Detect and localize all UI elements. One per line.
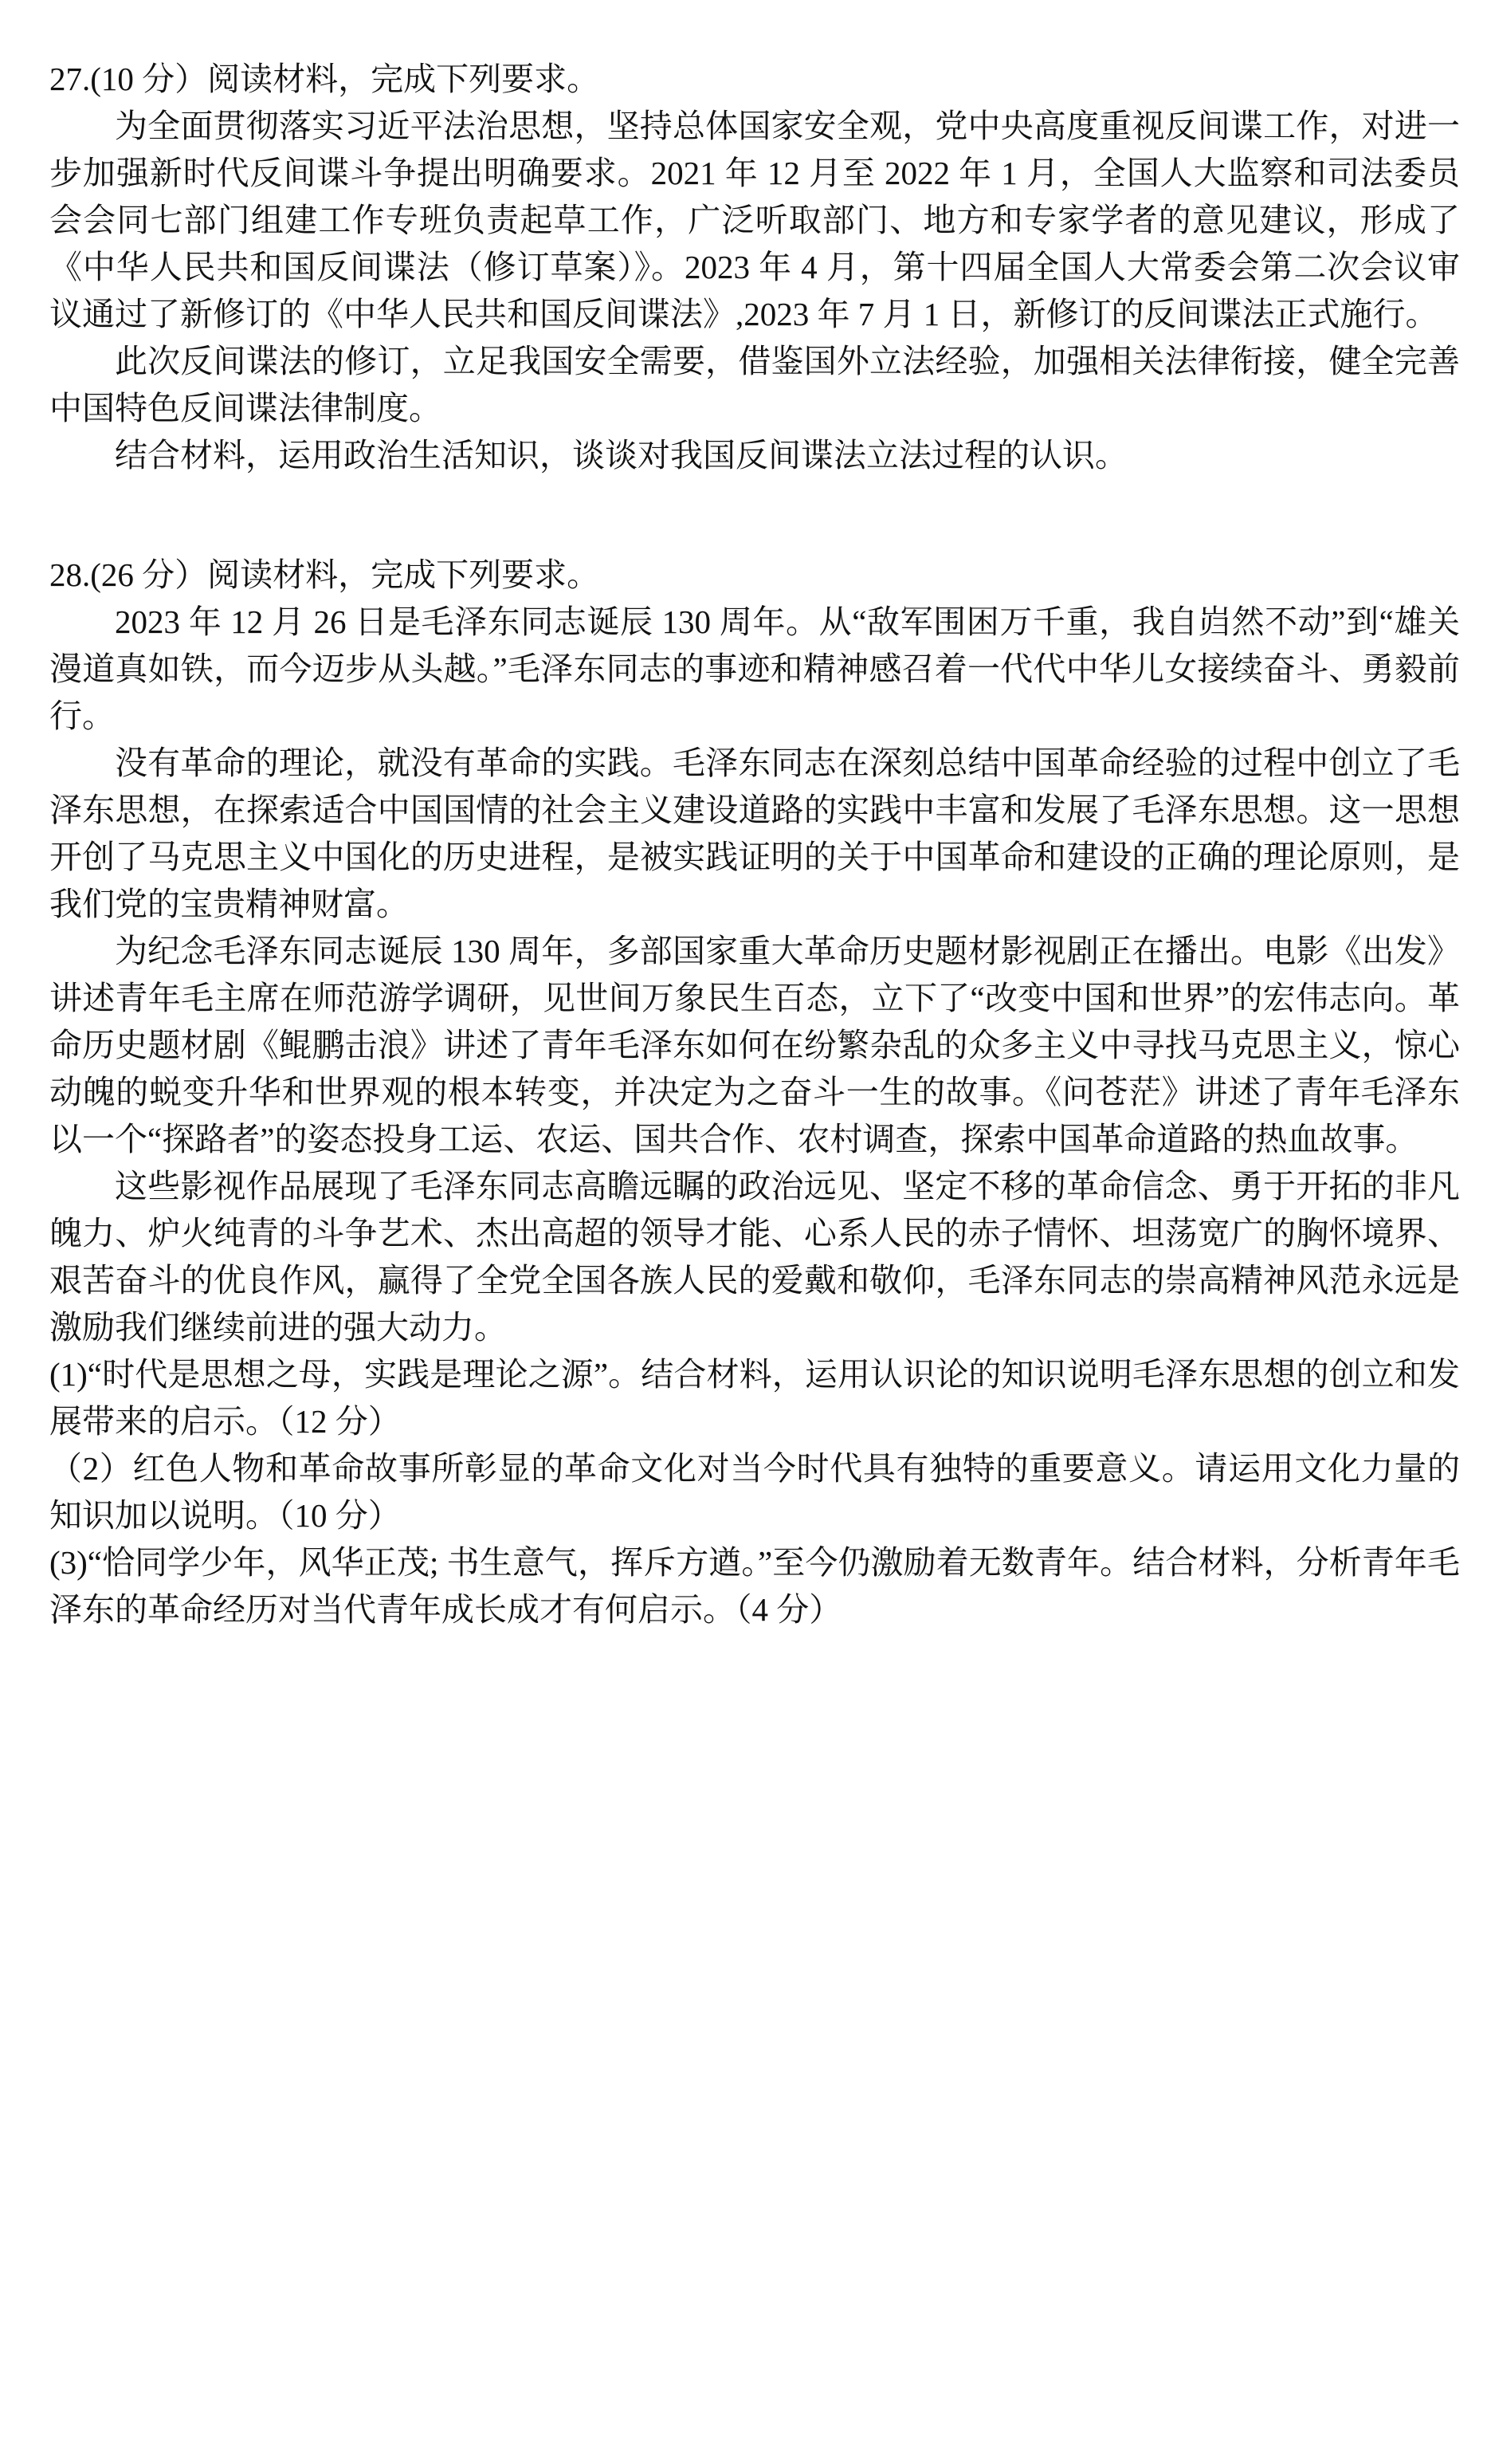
question-27-prompt: 结合材料，运用政治生活知识，谈谈对我国反间谍法立法过程的认识。 (115, 437, 1128, 474)
question-28-material-paragraph-4: 这些影视作品展现了毛泽东同志高瞻远瞩的政治远见、坚定不移的革命信念、勇于开拓的非凡魄力、炉火纯青的斗争艺术、杰出高超的领导才能、心系人民的赤子情怀、坦荡宽广的胸怀境界、艰苦奋斗的优良作风，赢得了全党全国各族人民的爱戴和敬仰，毛泽东同志的崇高精神风范永远是激励我们继续前进的强大动力。 (49, 1168, 1460, 1346)
question-28-material-paragraph-1: 2023 年 12 月 26 日是毛泽东同志诞辰 130 周年。从“敌军围困万千重，我自岿然不动”到“雄关漫道真如铁，而今迈步从头越。”毛泽东同志的事迹和精神感召着一代代中华儿女接续奋斗、勇毅前行。 (49, 603, 1460, 734)
question-28-subquestion-1: (1)“时代是思想之母，实践是理论之源”。结合材料，运用认识论的知识说明毛泽东思想的创立和发展带来的启示。（12 分） (49, 1356, 1460, 1440)
question-28-subquestion-2: （2）红色人物和革命故事所彰显的革命文化对当今时代具有独特的重要意义。请运用文化力量的知识加以说明。（10 分） (49, 1450, 1460, 1534)
question-28-material-paragraph-3: 为纪念毛泽东同志诞辰 130 周年，多部国家重大革命历史题材影视剧正在播出。电影《出发》讲述青年毛主席在师范游学调研，见世间万象民生百态，立下了“改变中国和世界”的宏伟志向。革命历史题材剧《鲲鹏击浪》讲述了青年毛泽东如何在纷繁杂乱的众多主义中寻找马克思主义，惊心动魄的蜕变升华和世界观的根本转变，并决定为之奋斗一生的故事。《问苍茫》讲述了青年毛泽东以一个“探路者”的姿态投身工运、农运、国共合作、农村调查，探索中国革命道路的热血故事。 (49, 933, 1460, 1157)
question-27-heading: 27.(10 分）阅读材料，完成下列要求。 (49, 61, 600, 97)
question-28-heading: 28.(26 分）阅读材料，完成下列要求。 (49, 556, 600, 593)
question-27 (49, 56, 1460, 479)
exam-page (49, 56, 1460, 1633)
question-28-material-paragraph-2: 没有革命的理论，就没有革命的实践。毛泽东同志在深刻总结中国革命经验的过程中创立了毛泽东思想，在探索适合中国国情的社会主义建设道路的实践中丰富和发展了毛泽东思想。这一思想开创了马克思主义中国化的历史进程，是被实践证明的关于中国革命和建设的正确的理论原则，是我们党的宝贵精神财富。 (49, 745, 1460, 922)
question-28-subquestion-3: (3)“恰同学少年，风华正茂; 书生意气，挥斥方遒。”至今仍激励着无数青年。结合材料，分析青年毛泽东的革命经历对当代青年成长成才有何启示。（4 分） (49, 1544, 1460, 1628)
question-spacer (49, 479, 1460, 552)
question-27-material-paragraph-2: 此次反间谍法的修订，立足我国安全需要，借鉴国外立法经验，加强相关法律衔接，健全完善中国特色反间谍法律制度。 (49, 343, 1460, 426)
question-28 (49, 552, 1460, 1633)
question-27-material-paragraph-1: 为全面贯彻落实习近平法治思想，坚持总体国家安全观，党中央高度重视反间谍工作，对进一步加强新时代反间谍斗争提出明确要求。2021 年 12 月至 2022 年 1 月，全国人大监察和司法委员会会同七部门组建工作专班负责起草工作，广泛听取部门、地方和专家学者的意见建议，形成了《中华人民共和国反间谍法（修订草案）》。2023 年 4 月，第十四届全国人大常委会第二次会议审议通过了新修订的《中华人民共和国反间谍法》,2023 年 7 月 1 日，新修订的反间谍法正式施行。 (49, 108, 1460, 332)
